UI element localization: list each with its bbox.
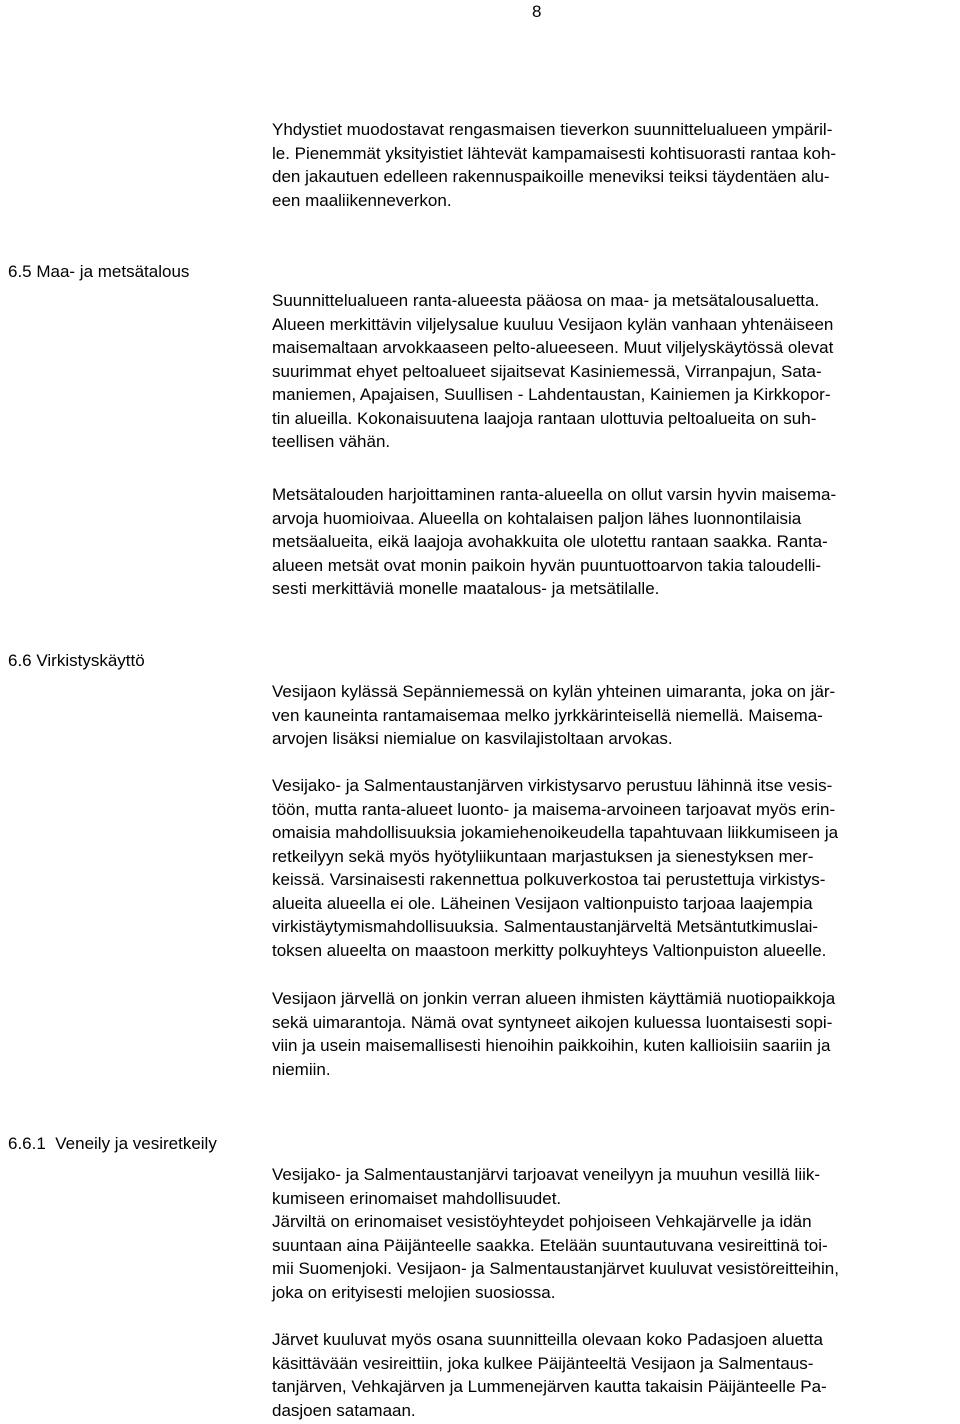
text-line: toksen alueelta on maastoon merkitty polkuyhteys Valtionpuiston alueelle. xyxy=(272,940,827,960)
paragraph xyxy=(272,289,960,454)
section-heading-6-6: 6.6 Virkistyskäyttö xyxy=(8,651,145,670)
text-line: keissä. Varsinaisesti rakennettua polkuverkostoa tai perustettuja virkistys- xyxy=(272,870,826,889)
text-line: Järviltä on erinomaiset vesistöyhteydet pohjoiseen Vehkajärvelle ja idän xyxy=(272,1212,812,1231)
text-line: Järvet kuuluvat myös osana suunnitteilla olevaan koko Padasjoen aluetta xyxy=(272,1330,823,1349)
text-line: le. Pienemmät yksityistiet lähtevät kampamaisesti kohtisuorasti rantaa koh- xyxy=(272,143,837,163)
text-line: niemiin. xyxy=(272,1059,331,1079)
text-line: alueita alueella ei ole. Läheinen Vesijaon valtionpuisto tarjoaa laajempia xyxy=(272,893,813,913)
text-line: alueen metsät ovat monin paikoin hyvän puuntuottoarvon takia taloudelli- xyxy=(272,555,822,575)
text-line: maniemen, Apajaisen, Suullisen - Lahdentaustan, Kainiemen ja Kirkkopor- xyxy=(272,385,831,404)
text-line: sesti merkittäviä monelle maatalous- ja metsätilalle. xyxy=(272,579,660,598)
text-line: Vesijaon järvellä on jonkin verran alueen ihmisten käyttämiä nuotiopaikkoja xyxy=(272,989,836,1008)
text-line: Vesijako- ja Salmentaustanjärvi tarjoavat veneilyyn ja muuhun vesillä liik- xyxy=(272,1165,821,1184)
text-line: teellisen vähän. xyxy=(272,432,391,451)
text-line: käsittävään vesireittiin, joka kulkee Päijänteeltä Vesijaon ja Salmentaus- xyxy=(272,1353,814,1373)
section-heading-6-5: 6.5 Maa- ja metsätalous xyxy=(8,262,190,281)
text-line: ven kauneinta rantamaisemaa melko jyrkkärinteisellä niemellä. Maisema- xyxy=(272,705,823,725)
text-line: Metsätalouden harjoittaminen ranta-alueella on ollut varsin hyvin maisema- xyxy=(272,485,837,504)
text-line: Alueen merkittävin viljelysalue kuuluu Vesijaon kylän vanhaan yhtenäiseen xyxy=(272,314,834,334)
text-line: maisemaltaan arvokkaaseen pelto-alueeseen. Muut viljelyskäytössä olevat xyxy=(272,338,834,357)
text-line: sekä uimarantoja. Nämä ovat syntyneet aikojen kuluessa luontaisesti sopi- xyxy=(272,1012,833,1032)
text-line: retkeilyyn sekä myös hyötyliikuntaan marjastuksen ja sienestyksen mer- xyxy=(272,846,814,866)
text-line: mii Suomenjoki. Vesijaon- ja Salmentaustanjärvet kuuluvat vesistöreitteihin, xyxy=(272,1259,839,1278)
intro-paragraph xyxy=(272,118,960,212)
paragraph xyxy=(272,680,960,751)
text-line: töön, mutta ranta-alueet luonto- ja maisema-arvoineen tarjoavat myös erin- xyxy=(272,799,836,819)
text-line: metsäalueita, eikä laajoja avohakkuita ole ulotettu rantaan saakka. Ranta- xyxy=(272,532,828,551)
paragraph xyxy=(272,1163,960,1304)
text-line: een maaliikenneverkon. xyxy=(272,190,452,210)
text-line: joka on erityisesti melojien suosiossa. xyxy=(272,1282,556,1302)
text-line: kumiseen erinomaiset mahdollisuudet. xyxy=(272,1188,562,1208)
paragraph xyxy=(272,774,960,962)
page-number: 8 xyxy=(532,2,542,21)
paragraph xyxy=(272,483,960,601)
text-line: Vesijaon kylässä Sepänniemessä on kylän yhteinen uimaranta, joka on jär- xyxy=(272,682,836,701)
text-line: omaisia mahdollisuuksia jokamiehenoikeudella tapahtuvaan liikkumiseen ja xyxy=(272,823,839,842)
text-line: suuntaan aina Päijänteelle saakka. Etelään suuntautuvana vesireittinä toi- xyxy=(272,1235,828,1255)
paragraph xyxy=(272,1328,960,1422)
section-heading-6-6-1: 6.6.1 Veneily ja vesiretkeily xyxy=(8,1134,217,1153)
text-line: Suunnittelualueen ranta-alueesta pääosa on maa- ja metsätalousaluetta. xyxy=(272,291,820,310)
text-line: arvoja huomioivaa. Alueella on kohtalaisen paljon lähes luonnontilaisia xyxy=(272,508,802,528)
paragraph xyxy=(272,987,960,1081)
text-line: virkistäytymismahdollisuuksia. Salmentaustanjärveltä Metsäntutkimuslai- xyxy=(272,917,819,936)
text-line: tanjärven, Vehkajärven ja Lummenejärven kautta takaisin Päijänteelle Pa- xyxy=(272,1377,827,1396)
text-line: Yhdystiet muodostavat rengasmaisen tieverkon suunnittelualueen ympäril- xyxy=(272,120,833,139)
text-line: den jakautuen edelleen rakennuspaikoille meneviksi teiksi täydentäen alu- xyxy=(272,167,830,186)
text-line: viin ja usein maisemallisesti hienoihin paikkoihin, kuten kallioisiin saariin ja xyxy=(272,1036,831,1055)
text-line: arvojen lisäksi niemialue on kasvilajistoltaan arvokas. xyxy=(272,729,673,748)
text-line: Vesijako- ja Salmentaustanjärven virkistysarvo perustuu lähinnä itse vesis- xyxy=(272,776,833,795)
text-line: dasjoen satamaan. xyxy=(272,1400,416,1420)
text-line: tin alueilla. Kokonaisuutena laajoja rantaan ulottuvia peltoalueita on suh- xyxy=(272,408,817,428)
text-line: suurimmat ehyet peltoalueet sijaitsevat Kasiniemessä, Virranpajun, Sata- xyxy=(272,361,822,381)
